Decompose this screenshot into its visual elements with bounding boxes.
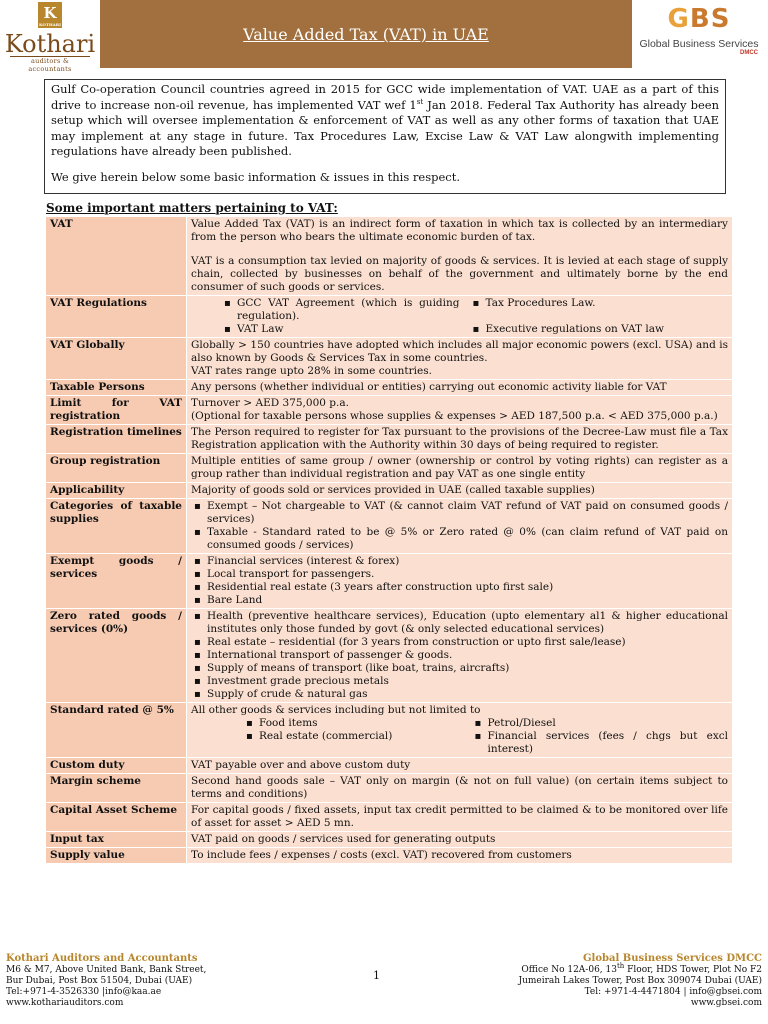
list-item: ▪ Bare Land: [207, 594, 728, 607]
table-row: [46, 396, 733, 425]
list-item: ▪ Real estate (commercial): [259, 730, 460, 743]
footer-left-contact[interactable]: Tel:+971-4-3526330 |info@kaa.ae: [6, 987, 162, 997]
row-label: Taxable Persons: [46, 380, 187, 396]
row-value: VAT payable over and above custom duty: [187, 758, 733, 774]
list-item: ▪ Supply of means of transport (like boat, trains, aircrafts): [207, 662, 728, 675]
limit-optional: (Optional for taxable persons whose supplies & expenses > AED 187,500 p.a. < AED 375,000 p.a.): [191, 410, 718, 422]
intro-paragraph-2: We give herein below some basic information & issues in this respect.: [51, 169, 460, 184]
row-value: For capital goods / fixed assets, input tax credit permitted to be claimed & to be monitored over life of asset for asset > AED 5 mn.: [187, 803, 733, 832]
list-item: ▪ GCC VAT Agreement (which is guiding regulation).: [237, 297, 460, 323]
table-row: [46, 425, 733, 454]
gbs-logo-name: Global Business Services: [639, 38, 759, 50]
globally-rates-text: VAT rates range upto 28% in some countries.: [191, 365, 432, 377]
row-label: VAT Globally: [46, 338, 187, 380]
table-row: [46, 554, 733, 609]
footer-gbs-address: [462, 952, 762, 1009]
row-value: [187, 609, 733, 703]
row-label: Exempt goods / services: [46, 554, 187, 609]
table-row: [46, 454, 733, 483]
title-bar: [100, 0, 632, 68]
footer-right-website-link[interactable]: www.gbsei.com: [690, 998, 762, 1008]
table-row: [46, 848, 733, 864]
row-label: Supply value: [46, 848, 187, 864]
footer-kothari-address: [6, 952, 266, 1009]
row-label: Capital Asset Scheme: [46, 803, 187, 832]
list-item: ▪ Residential real estate (3 years after construction upto first sale): [207, 581, 728, 594]
row-label: Applicability: [46, 483, 187, 499]
row-value: [187, 296, 733, 338]
list-item: ▪ Health (preventive healthcare services), Education (upto elementary al1 & higher educational institutes only those funded by govt (& only selected educational services): [207, 610, 728, 636]
table-row: [46, 217, 733, 296]
table-row: [46, 296, 733, 338]
table-row: [46, 609, 733, 703]
kothari-logo-name: Kothari: [4, 30, 96, 58]
row-value: VAT paid on goods / services used for generating outputs: [187, 832, 733, 848]
list-item: ▪ Supply of crude & natural gas: [207, 688, 728, 701]
row-value: Multiple entities of same group / owner (ownership or control by voting rights) can register as a group rather than individual registration and pay VAT as one single entity: [187, 454, 733, 483]
list-item: ▪ Real estate – residential (for 3 years from construction or upto first sale/lease): [207, 636, 728, 649]
row-label: Zero rated goods / services (0%): [46, 609, 187, 703]
row-label: Standard rated @ 5%: [46, 703, 187, 758]
list-item: ▪ Petrol/Diesel: [488, 717, 729, 730]
vat-definition: Value Added Tax (VAT) is an indirect form of taxation in which tax is collected by an intermediary from the person who bears the ultimate economic burden of tax.: [191, 218, 728, 243]
list-item: ▪ VAT Law: [237, 323, 460, 336]
list-item: ▪ International transport of passenger & goods.: [207, 649, 728, 662]
list-item: ▪ Financial services (fees / chgs but excl interest): [488, 730, 729, 756]
page-title: Value Added Tax (VAT) in UAE: [243, 25, 489, 44]
page-number: 1: [373, 969, 380, 982]
list-item: ▪ Taxable - Standard rated to be @ 5% or Zero rated @ 0% (can claim refund of VAT paid on consumed goods / services): [207, 526, 728, 552]
table-row: [46, 758, 733, 774]
gbs-logo: [634, 4, 764, 70]
page-header: [0, 0, 768, 74]
row-value: The Person required to register for Tax pursuant to the provisions of the Decree-Law must file a Tax Registration application with the Authority within 30 days of being required to register.: [187, 425, 733, 454]
footer-left-website-link[interactable]: www.kothariauditors.com: [6, 998, 124, 1008]
table-row: [46, 803, 733, 832]
kothari-k-badge-icon: K KOTHARI: [39, 4, 61, 27]
row-label: Margin scheme: [46, 774, 187, 803]
list-item: ▪ Financial services (interest & forex): [207, 555, 728, 568]
table-row: [46, 774, 733, 803]
row-label: Custom duty: [46, 758, 187, 774]
intro-paragraph-1: Gulf Co-operation Council countries agreed in 2015 for GCC wide implementation of VAT. UAE as a part of this drive to increase non-oil revenue, has implemented VAT wef 1st Jan 2018. Federal Tax Authority has already been setup which will oversee implementation & enforcement of VAT as well as any other forms of taxation that UAE may implement at any stage in future. Tax Procedures Law, Excise Law & VAT Law alongwith implementing regulations have already been published.: [51, 82, 719, 158]
row-label: VAT: [46, 217, 187, 296]
footer-left-title: Kothari Auditors and Accountants: [6, 953, 198, 964]
table-row: [46, 483, 733, 499]
vat-matters-table: [45, 216, 733, 864]
limit-turnover: Turnover > AED 375,000 p.a.: [191, 397, 349, 409]
row-value: Majority of goods sold or services provided in UAE (called taxable supplies): [187, 483, 733, 499]
section-heading: Some important matters pertaining to VAT:: [46, 201, 338, 215]
table-row: [46, 499, 733, 554]
kothari-logo: [4, 2, 96, 72]
list-item: ▪ Investment grade precious metals: [207, 675, 728, 688]
table-row: [46, 832, 733, 848]
row-value: [187, 217, 733, 296]
footer-left-line: M6 & M7, Above United Bank, Bank Street,: [6, 965, 207, 975]
row-value: [187, 396, 733, 425]
intro-box: [44, 79, 726, 194]
list-item: ▪ Executive regulations on VAT law: [486, 323, 729, 336]
gbs-logo-mark-icon: GBS: [667, 4, 731, 34]
row-label: VAT Regulations: [46, 296, 187, 338]
row-value: [187, 338, 733, 380]
vat-consumption-text: VAT is a consumption tax levied on majority of goods & services. It is levied at each stage of supply chain, collected by businesses on behalf of the government and ultimately borne by the end consumer of such goods or services.: [191, 255, 728, 293]
row-value: [187, 554, 733, 609]
table-row: [46, 703, 733, 758]
row-label: Group registration: [46, 454, 187, 483]
row-value: To include fees / expenses / costs (excl. VAT) recovered from customers: [187, 848, 733, 864]
row-label: Input tax: [46, 832, 187, 848]
footer-left-line: Bur Dubai, Post Box 51504, Dubai (UAE): [6, 976, 193, 986]
standard-intro: All other goods & services including but not limited to: [191, 704, 481, 716]
footer-right-title: Global Business Services DMCC: [583, 953, 762, 964]
table-row: [46, 380, 733, 396]
row-value: [187, 703, 733, 758]
row-value: [187, 499, 733, 554]
list-item: ▪ Exempt – Not chargeable to VAT (& cannot claim VAT refund of VAT paid on consumed goods / services): [207, 500, 728, 526]
globally-text: Globally > 150 countries have adopted which includes all major economic powers (excl. USA) and is also known by Goods & Services Tax in some countries.: [191, 339, 728, 364]
row-label: Registration timelines: [46, 425, 187, 454]
row-label: Categories of taxable supplies: [46, 499, 187, 554]
kothari-logo-tagline: auditors & accountants: [10, 56, 90, 73]
footer-right-contact[interactable]: Tel: +971-4-4471804 | info@gbsei.com: [584, 987, 762, 997]
footer-right-line: Office No 12A-06, 13th Floor, HDS Tower, Plot No F2: [521, 962, 762, 975]
list-item: ▪ Local transport for passengers.: [207, 568, 728, 581]
row-value: Second hand goods sale – VAT only on margin (& not on full value) (on certain items subject to terms and conditions): [187, 774, 733, 803]
list-item: ▪ Tax Procedures Law.: [486, 297, 729, 310]
table-row: [46, 338, 733, 380]
row-label: Limit for VAT registration: [46, 396, 187, 425]
list-item: ▪ Food items: [259, 717, 460, 730]
row-value: Any persons (whether individual or entities) carrying out economic activity liable for VAT: [187, 380, 733, 396]
page-footer: [0, 952, 768, 1024]
gbs-logo-sub: DMCC: [740, 50, 758, 56]
footer-right-line: Jumeirah Lakes Tower, Post Box 309074 Dubai (UAE): [518, 976, 762, 986]
